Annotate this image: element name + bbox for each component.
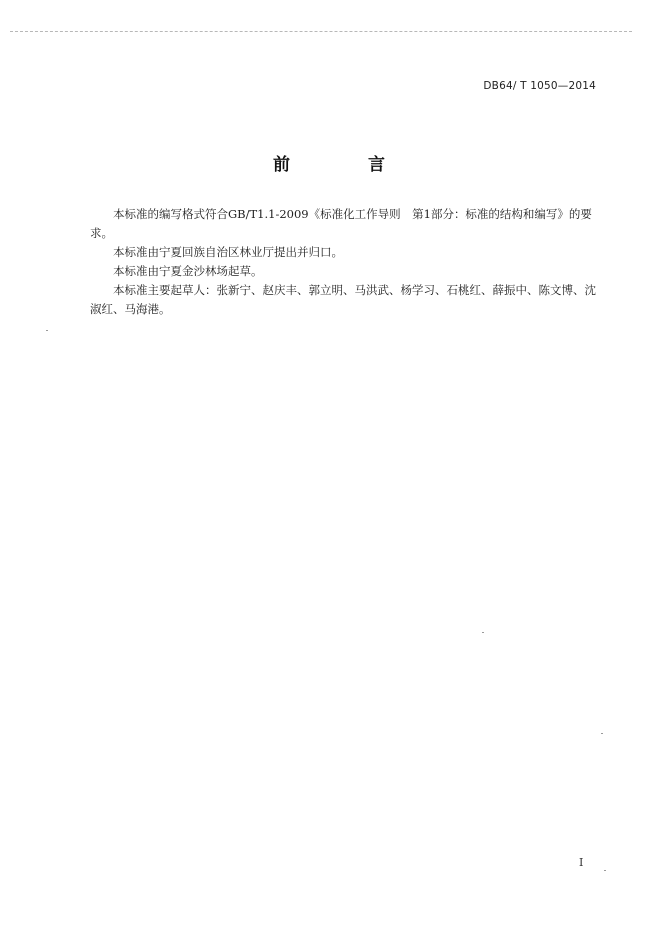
paragraph-format: 本标准的编写格式符合GB/T1.1-2009《标准化工作导则 第1部分：标准的结构和编写》的要求。 [90,207,592,240]
paragraph-proposer: 本标准由宁夏回族自治区林业厅提出并归口。 [113,245,343,259]
page-number: I [579,856,584,869]
scan-speck [601,733,603,734]
paragraph-drafters: 本标准主要起草人：张新宁、赵庆丰、郭立明、马洪武、杨学习、石桃红、薛振中、陈文博、沈淑红、马海港。 [90,283,596,316]
page-title: 前 言 [273,155,421,175]
document-code: DB64/ T 1050—2014 [483,80,596,92]
paragraph-drafting-unit: 本标准由宁夏金沙林场起草。 [113,264,263,278]
body-text [90,205,600,319]
scan-speck [604,870,606,871]
scan-speck [46,330,48,331]
top-rule [10,31,632,32]
scan-speck [482,632,484,633]
